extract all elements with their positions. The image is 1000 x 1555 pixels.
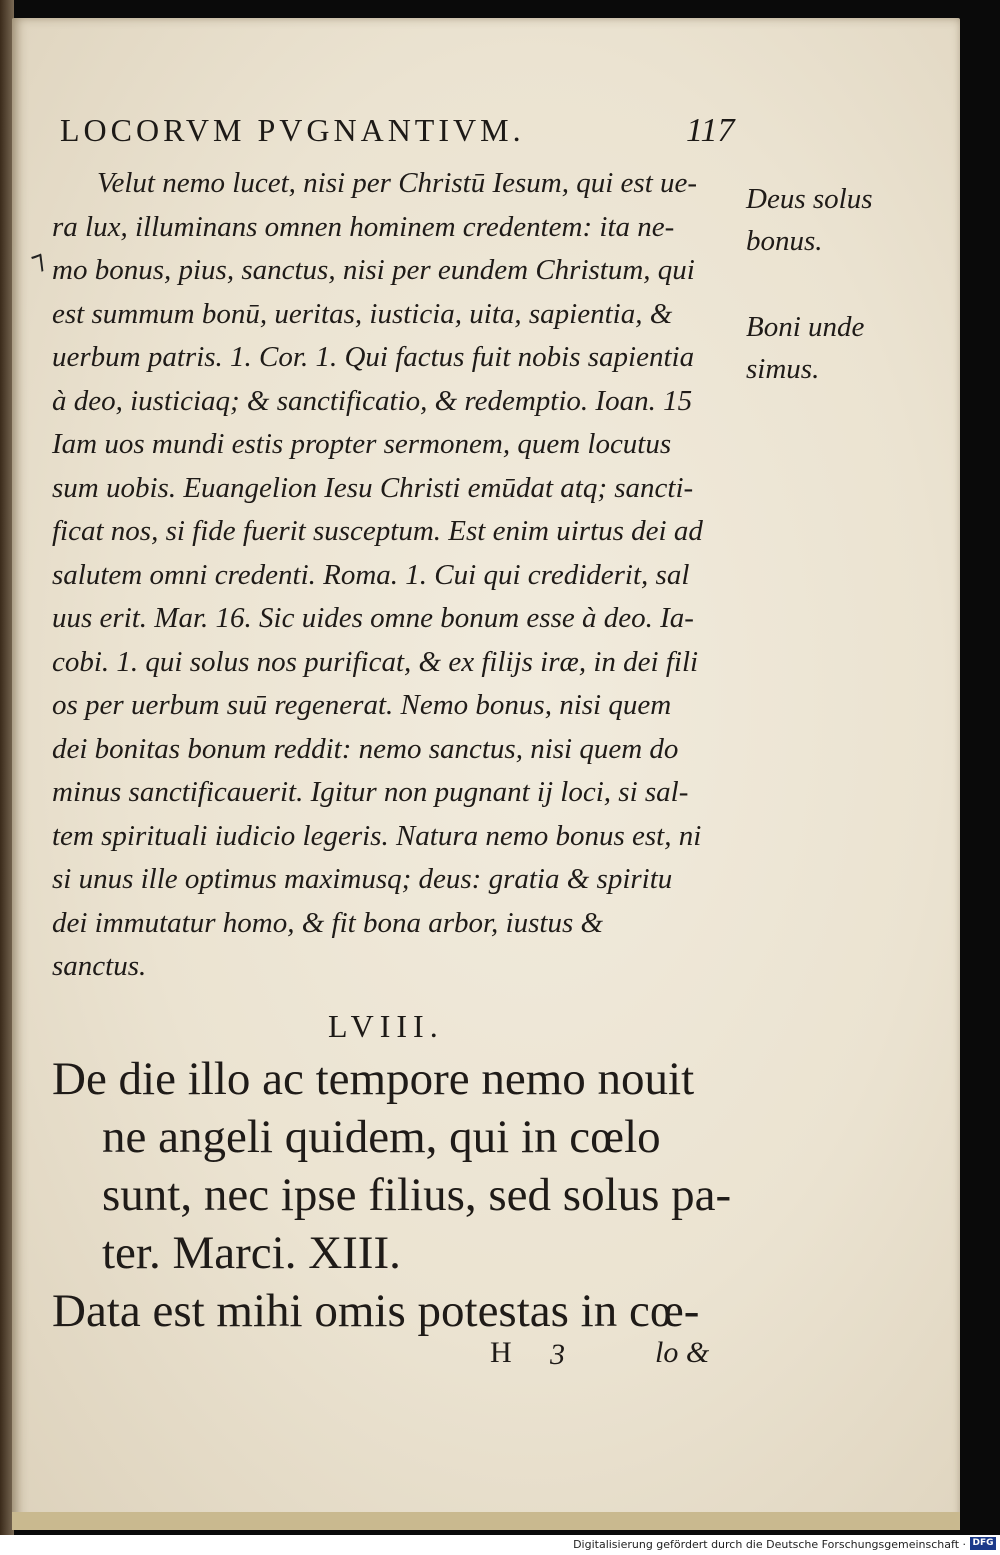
- text-line: dei bonitas bonum reddit: nemo sanctus, nisi quem do: [52, 732, 679, 765]
- page-footer: [490, 1336, 750, 1376]
- heading-line: sunt, nec ipse filius, sed solus pa-: [102, 1169, 732, 1221]
- text-line: dei immutatur homo, & fit bona arbor, iustus &: [52, 906, 604, 939]
- text-line: Iam uos mundi estis propter sermonem, quem locutus: [52, 428, 672, 460]
- heading-line: ter. Marci. XIII.: [102, 1227, 401, 1279]
- marginal-note-line: Deus solus: [746, 183, 873, 215]
- text-line: sum uobis. Euangelion Iesu Christi emūdat atq; sancti-: [52, 471, 694, 504]
- text-line: uus erit. Mar. 16. Sic uides omne bonum esse à deo. Ia-: [52, 602, 694, 634]
- heading-line: Data est mihi omis potestas in cœ-: [52, 1285, 700, 1337]
- text-line: est summum bonū, ueritas, iusticia, uita, sapientia, &: [52, 297, 673, 330]
- heading-line: ne angeli quidem, qui in cœlo: [102, 1111, 661, 1163]
- running-head: LOCORVM PVGNANTIVM.: [60, 112, 525, 148]
- manuscript-mark: ⁊: [27, 244, 50, 277]
- dfg-logo-icon: DFG: [970, 1537, 996, 1550]
- text-line: cobi. 1. qui solus nos purificat, & ex filijs iræ, in dei fili: [52, 645, 699, 678]
- section-heading: [52, 1050, 772, 1340]
- catchword: lo &: [655, 1336, 710, 1369]
- text-line: os per uerbum suū regenerat. Nemo bonus, nisi quem: [52, 689, 672, 721]
- text-line: uerbum patris. 1. Cor. 1. Qui factus fuit nobis sapientia: [52, 341, 695, 373]
- text-line: sanctus.: [52, 950, 147, 982]
- folio-number: 117: [686, 112, 735, 149]
- text-line: à deo, iusticiaq; & sanctificatio, & redemptio. Ioan. 15: [52, 384, 693, 417]
- text-line: si unus ille optimus maximusq; deus: gratia & spiritu: [52, 863, 673, 895]
- marginal-note: [746, 306, 864, 390]
- text-line: mo bonus, pius, sanctus, nisi per eundem Christum, qui: [52, 254, 695, 286]
- heading-line: De die illo ac tempore nemo nouit: [52, 1053, 695, 1105]
- text-line: tem spirituali iudicio legeris. Natura nemo bonus est, ni: [52, 819, 702, 852]
- section-number: LVIII.: [328, 1008, 444, 1044]
- body-text: [52, 162, 752, 989]
- marginal-note-line: Boni unde: [746, 311, 865, 343]
- text-line: minus sanctificauerit. Igitur non pugnant ij loci, si sal-: [52, 776, 689, 808]
- text-line: ra lux, illuminans omnen hominem credentem: ita ne-: [52, 210, 675, 243]
- marginal-note: [746, 178, 872, 262]
- signature-number: 3: [550, 1338, 565, 1371]
- marginal-note-line: simus.: [746, 353, 820, 385]
- text-line: ficat nos, si fide fuerit susceptum. Est enim uirtus dei ad: [52, 515, 703, 547]
- text-line: Velut nemo lucet, nisi per Christū Iesum, qui est ue-: [97, 167, 698, 199]
- signature-mark: H: [490, 1336, 512, 1369]
- text-line: salutem omni credenti. Roma. 1. Cui qui crediderit, sal: [52, 558, 690, 591]
- digitization-credit: Digitalisierung gefördert durch die Deutsche Forschungsgemeinschaft ·: [573, 1538, 966, 1551]
- page-lower-edge: [12, 1512, 960, 1530]
- page-header: [60, 112, 760, 152]
- marginal-note-line: bonus.: [746, 225, 823, 257]
